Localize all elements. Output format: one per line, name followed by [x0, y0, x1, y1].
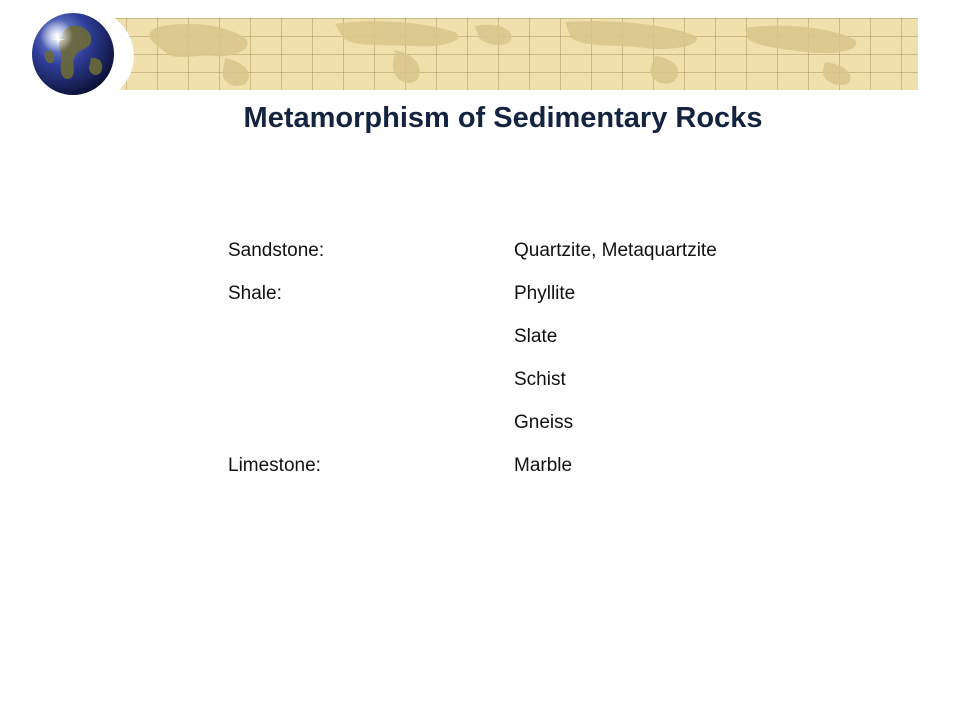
world-map-shapes: [95, 18, 918, 90]
table-row: [228, 369, 788, 412]
table-row: [228, 455, 788, 498]
metamorphic-rock-label: Marble: [514, 455, 573, 476]
world-map-banner: [95, 18, 918, 90]
slide-title: Metamorphism of Sedimentary Rocks: [243, 102, 763, 134]
rock-table: [228, 240, 788, 498]
globe-icon: [31, 12, 115, 96]
metamorphic-rock-label: Quartzite, Metaquartzite: [514, 240, 717, 261]
sedimentary-rock-label: Shale:: [228, 283, 282, 304]
table-row: [228, 326, 788, 369]
table-row: [228, 240, 788, 283]
metamorphic-rock-label: Gneiss: [514, 412, 574, 433]
table-row: [228, 283, 788, 326]
metamorphic-rock-label: Slate: [514, 326, 558, 347]
sedimentary-rock-label: Limestone:: [228, 455, 321, 476]
metamorphic-rock-label: Schist: [514, 369, 566, 390]
metamorphic-rock-label: Phyllite: [514, 283, 576, 304]
sedimentary-rock-label: Sandstone:: [228, 240, 325, 261]
table-row: [228, 412, 788, 455]
